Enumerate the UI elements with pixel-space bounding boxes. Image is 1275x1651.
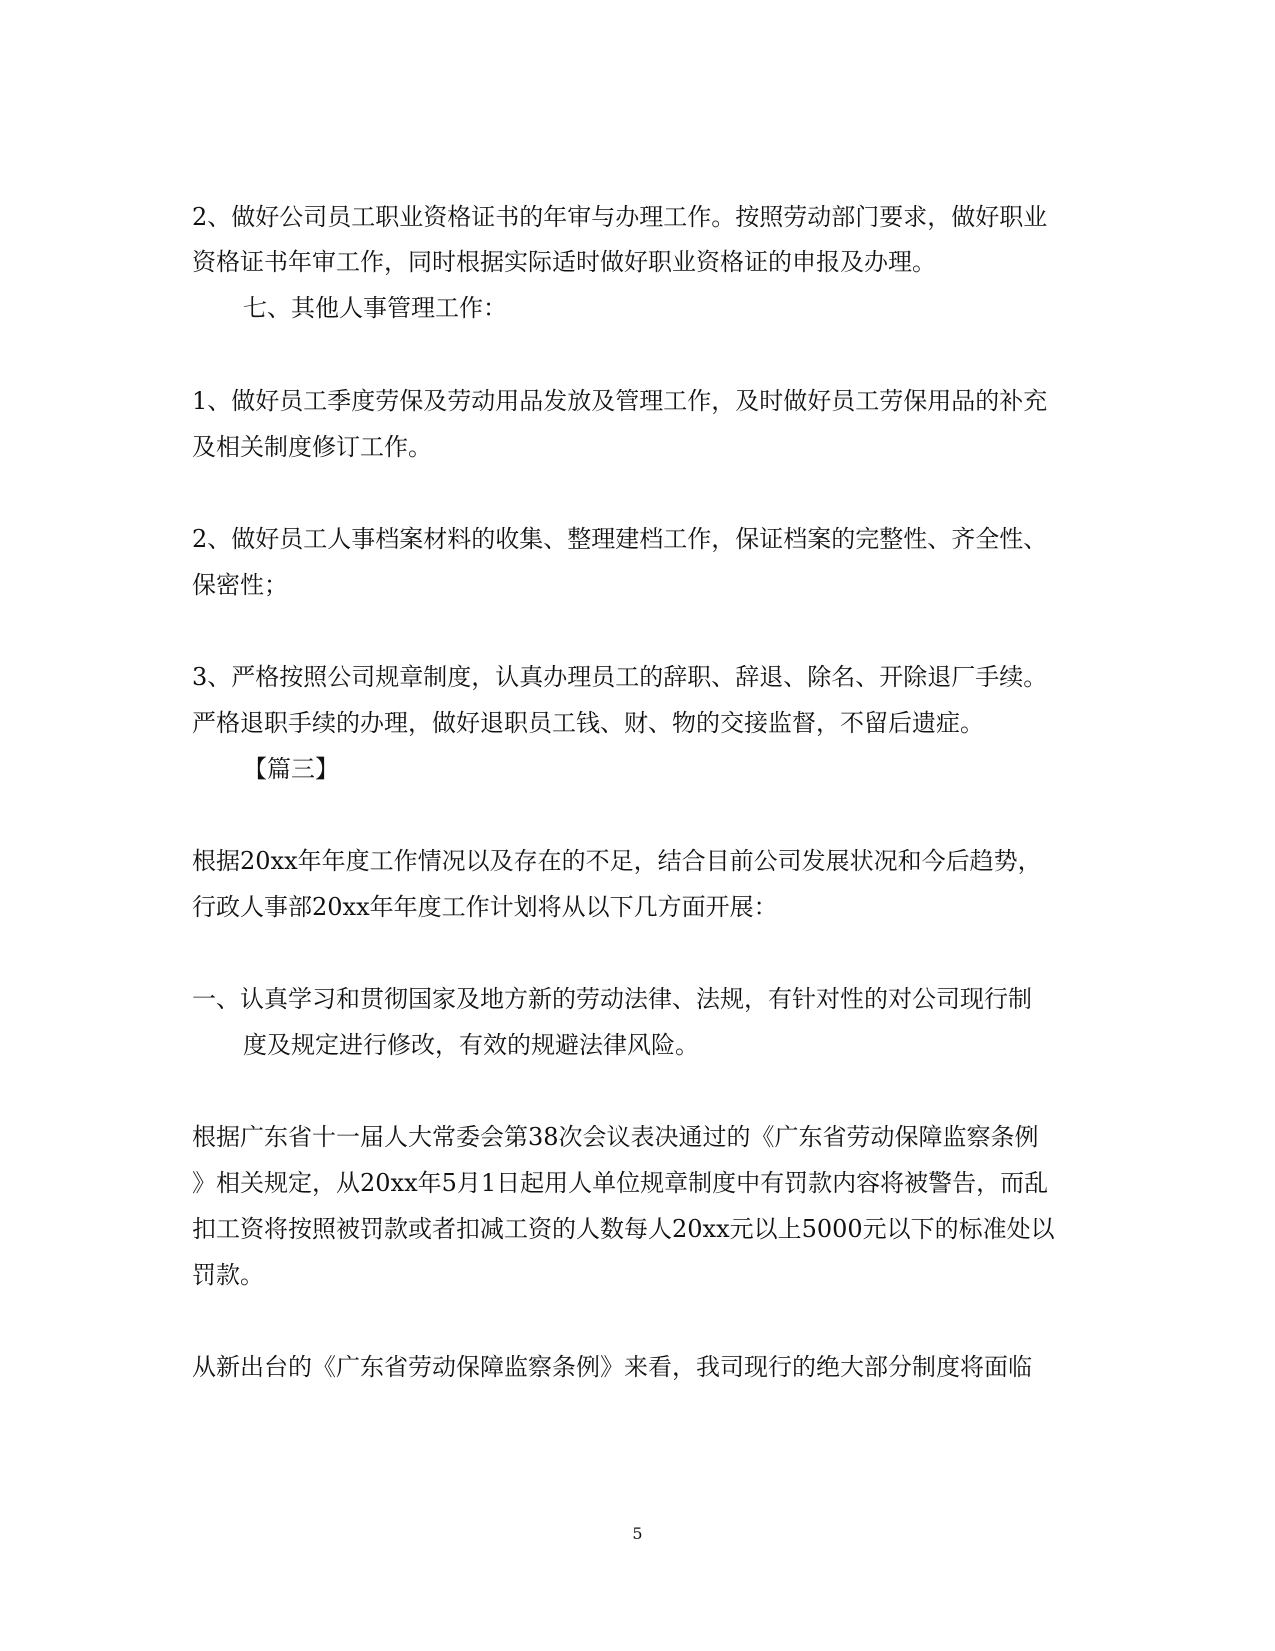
paragraph-8-line-2: 度及规定进行修改，有效的规避法律风险。 xyxy=(243,1031,699,1059)
paragraph-3-line-1: 1、做好员工季度劳保及劳动用品发放及管理工作，及时做好员工劳保用品的补充 xyxy=(192,387,1048,415)
paragraph-1-line-2: 资格证书年审工作，同时根据实际适时做好职业资格证的申报及办理。 xyxy=(192,248,936,276)
paragraph-4-line-2: 保密性； xyxy=(192,571,288,599)
paragraph-4-line-1: 2、做好员工人事档案材料的收集、整理建档工作，保证档案的完整性、齐全性、 xyxy=(192,525,1048,553)
paragraph-7-line-2: 行政人事部20xx年年度工作计划将从以下几方面开展： xyxy=(192,893,778,921)
paragraph-9-line-2: 》相关规定，从20xx年5月1日起用人单位规章制度中有罚款内容将被警告，而乱 xyxy=(192,1169,1049,1197)
paragraph-7-line-1: 根据20xx年年度工作情况以及存在的不足，结合目前公司发展状况和今后趋势， xyxy=(192,847,1042,875)
paragraph-5-line-1: 3、严格按照公司规章制度，认真办理员工的辞职、辞退、除名、开除退厂手续。 xyxy=(192,663,1048,691)
paragraph-1-line-1: 2、做好公司员工职业资格证书的年审与办理工作。按照劳动部门要求，做好职业 xyxy=(192,203,1048,231)
paragraph-9-line-4: 罚款。 xyxy=(192,1261,264,1289)
paragraph-9-line-1: 根据广东省十一届人大常委会第38次会议表决通过的《广东省劳动保障监察条例 xyxy=(192,1123,1039,1151)
paragraph-9-line-3: 扣工资将按照被罚款或者扣减工资的人数每人20xx元以上5000元以下的标准处以 xyxy=(192,1215,1055,1243)
section-heading-part-three: 【篇三】 xyxy=(243,755,339,783)
paragraph-10-line-1: 从新出台的《广东省劳动保障监察条例》来看，我司现行的绝大部分制度将面临 xyxy=(192,1353,1032,1381)
paragraph-5-line-2: 严格退职手续的办理，做好退职员工钱、财、物的交接监督，不留后遗症。 xyxy=(192,709,984,737)
page-number: 5 xyxy=(632,1524,643,1543)
section-heading-seven: 七、其他人事管理工作： xyxy=(243,294,507,322)
paragraph-8-line-1: 一、认真学习和贯彻国家及地方新的劳动法律、法规，有针对性的对公司现行制 xyxy=(192,985,1032,1013)
paragraph-3-line-2: 及相关制度修订工作。 xyxy=(192,433,432,461)
